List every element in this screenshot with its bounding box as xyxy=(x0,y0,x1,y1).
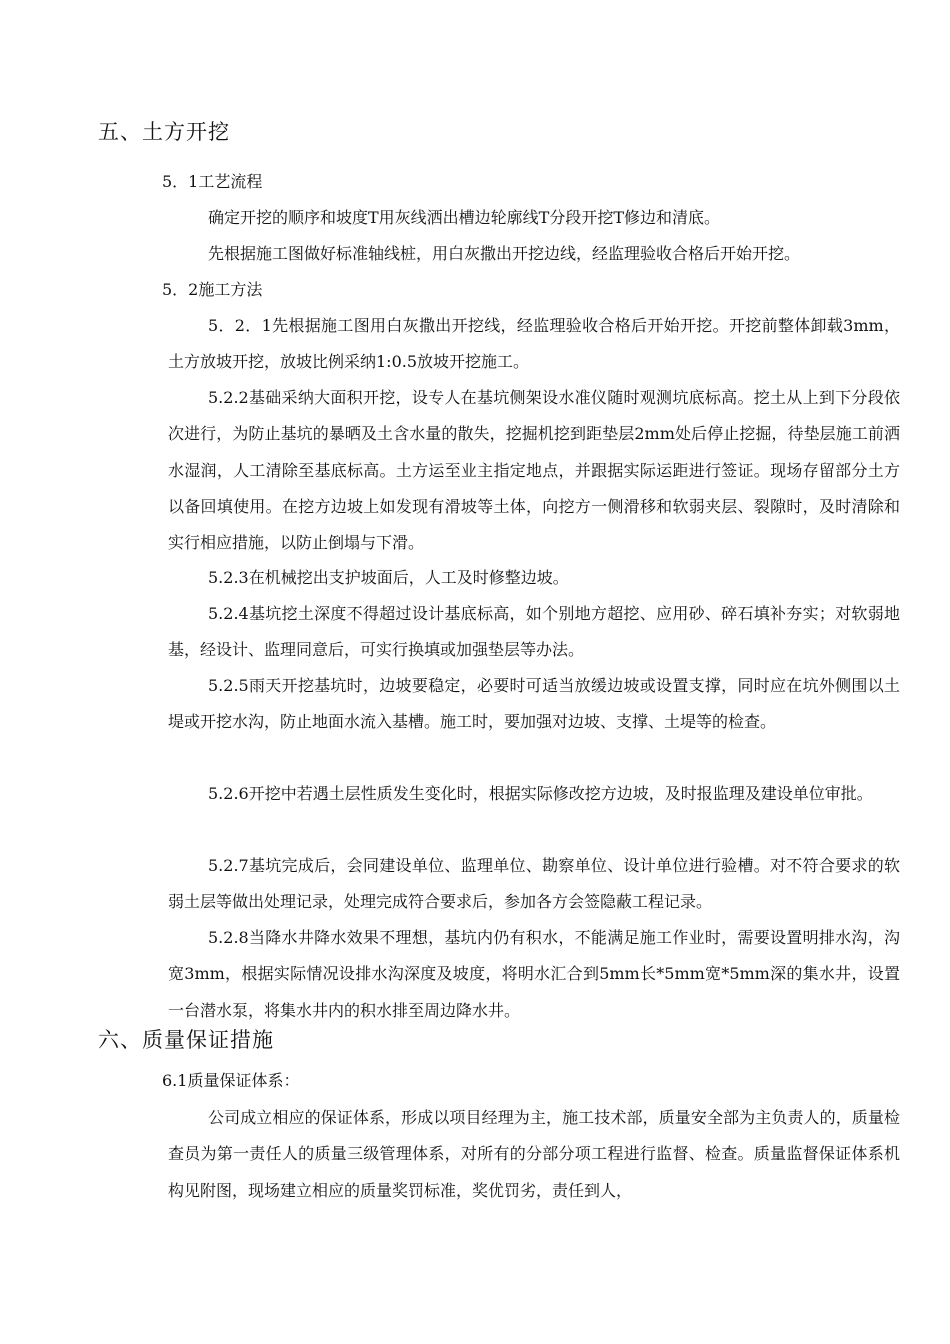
paragraph-5-2-2: 5.2.2基础采纳大面积开挖，设专人在基坑侧架设水准仪随时观测坑底标高。挖土从上到下分段依次进行，为防止基坑的暴晒及土含水量的散失，挖掘机挖到距垫层2mm处后停止挖掘，待垫层施工前洒水湿润，人工清除至基底标高。土方运至业主指定地点，并跟据实际运距进行签证。现场存留部分土方以备回填使用。在挖方边坡上如发现有滑坡等土体，向挖方一侧滑移和软弱夹层、裂隙时，及时清除和实行相应措施，以防止倒塌与下滑。 xyxy=(168,388,900,553)
paragraph-5-2-4: 5.2.4基坑挖土深度不得超过设计基底标高，如个别地方超挖、应用砂、碎石填补夯实；对软弱地基，经设计、监理同意后，可实行换填或加强垫层等办法。 xyxy=(168,604,900,660)
paragraph-axis-stakes: 先根据施工图做好标准轴线桩，用白灰撒出开挖边线，经监理验收合格后开始开挖。 xyxy=(208,244,801,263)
paragraph-5-2-3: 5.2.3在机械挖出支护坡面后，人工及时修整边坡。 xyxy=(208,568,569,587)
paragraph-5-2-6: 5.2.6开挖中若遇土层性质发生变化时，根据实际修改挖方边坡，及时报监理及建设单位审批。 xyxy=(208,784,873,803)
paragraph-quality-system: 公司成立相应的保证体系，形成以项目经理为主，施工技术部，质量安全部为主负责人的，质量检查员为第一责任人的质量三级管理体系，对所有的分部分项工程进行监督、检查。质量监督保证体系机构见附图，现场建立相应的质量奖罚标准，奖优罚劣，责任到人， xyxy=(168,1108,900,1200)
paragraph-5-2-5: 5.2.5雨天开挖基坑时，边坡要稳定，必要时可适当放缓边坡或设置支撑，同时应在坑外侧围以土堤或开挖水沟，防止地面水流入基槽。施工时，要加强对边坡、支撑、土堤等的检查。 xyxy=(168,676,900,732)
subsection-heading-process-flow: 5．1工艺流程 xyxy=(162,172,263,191)
section-heading-earthwork: 五、土方开挖 xyxy=(98,120,230,144)
section-heading-quality-assurance: 六、质量保证措施 xyxy=(98,1028,274,1052)
subsection-heading-construction-method: 5．2施工方法 xyxy=(162,280,263,299)
subsection-heading-quality-system: 6.1质量保证体系： xyxy=(162,1071,300,1090)
paragraph-5-2-7: 5.2.7基坑完成后，会同建设单位、监理单位、勘察单位、设计单位进行验槽。对不符合要求的软弱土层等做出处理记录，处理完成符合要求后，参加各方会签隐蔽工程记录。 xyxy=(168,856,900,912)
paragraph-5-2-1: 5．2．1先根据施工图用白灰撒出开挖线，经监理验收合格后开始开挖。开挖前整体卸载3mm，土方放坡开挖，放坡比例采纳1:0.5放坡开挖施工。 xyxy=(168,316,900,372)
paragraph-process-flow: 确定开挖的顺序和坡度T用灰线洒出槽边轮廓线T分段开挖T修边和清底。 xyxy=(208,208,721,227)
paragraph-5-2-8: 5.2.8当降水井降水效果不理想，基坑内仍有积水，不能满足施工作业时，需要设置明排水沟，沟宽3mm，根据实际情况设排水沟深度及坡度，将明水汇合到5mm长*5mm宽*5mm深的集水井，设置一台潜水泵，将集水井内的积水排至周边降水井。 xyxy=(168,928,900,1020)
